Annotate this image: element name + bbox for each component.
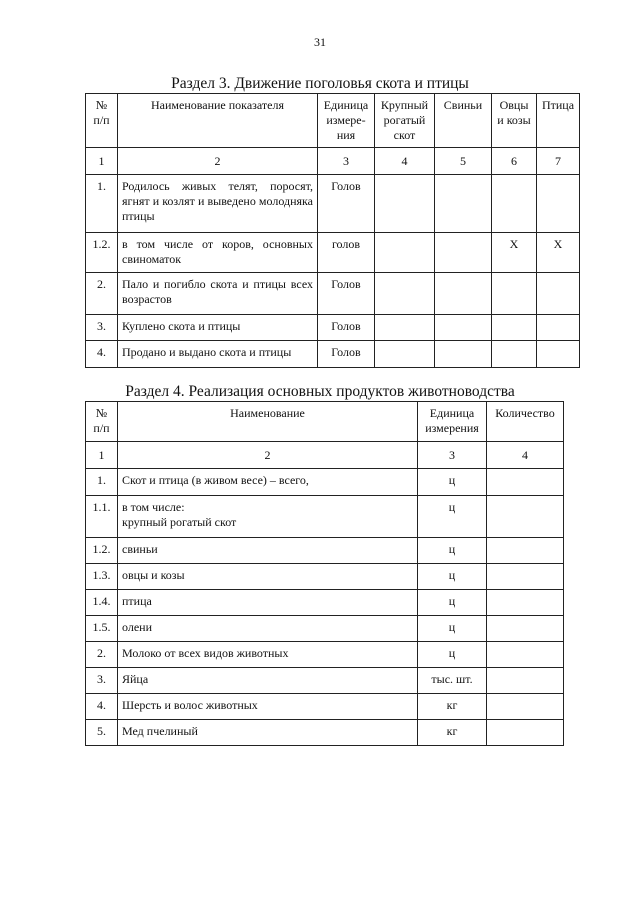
table-row — [86, 642, 564, 668]
row-number: 1.1. — [86, 496, 118, 538]
cell-poultry[interactable] — [537, 273, 580, 315]
row-unit: Голов — [318, 341, 375, 368]
header-indicator-name: Наименование показателя — [118, 94, 318, 148]
header-unit: Единица измерения — [418, 402, 487, 442]
row-number: 4. — [86, 694, 118, 720]
column-number: 2 — [118, 442, 418, 469]
row-unit: Голов — [318, 315, 375, 341]
table-row — [86, 564, 564, 590]
table-row — [86, 341, 580, 368]
row-name: птица — [118, 590, 418, 616]
row-name: Куплено скота и птицы — [118, 315, 318, 341]
row-number: 2. — [86, 273, 118, 315]
row-unit: тыс. шт. — [418, 668, 487, 694]
row-name: Родилось живых телят, поросят, ягнят и козлят и выведено молодняка птицы — [118, 175, 318, 233]
header-unit: Единица измере-ния — [318, 94, 375, 148]
row-name: Яйца — [118, 668, 418, 694]
row-number: 1.2. — [86, 233, 118, 273]
table-row — [86, 233, 580, 273]
row-name-sub: крупный рогатый скот — [122, 515, 237, 529]
column-number-row — [86, 148, 580, 175]
column-number: 4 — [487, 442, 564, 469]
row-name: олени — [118, 616, 418, 642]
row-number: 5. — [86, 720, 118, 746]
row-number: 4. — [86, 341, 118, 368]
cell-pigs[interactable] — [435, 233, 492, 273]
table-header-row — [86, 402, 564, 442]
cell-quantity[interactable] — [487, 720, 564, 746]
table-row — [86, 590, 564, 616]
page-number: 31 — [314, 35, 326, 49]
cell-quantity[interactable] — [487, 694, 564, 720]
header-sheep-goats: Овцы и козы — [492, 94, 537, 148]
header-name: Наименование — [118, 402, 418, 442]
cell-sheep-goats[interactable] — [492, 341, 537, 368]
cell-cattle[interactable] — [375, 273, 435, 315]
product-sales-table — [85, 401, 564, 746]
cell-cattle[interactable] — [375, 233, 435, 273]
cell-poultry: X — [537, 233, 580, 273]
table-row — [86, 175, 580, 233]
column-number-row — [86, 442, 564, 469]
cell-sheep-goats[interactable] — [492, 315, 537, 341]
header-number: № п/п — [86, 94, 118, 148]
section-4-title: Раздел 4. Реализация основных продуктов животноводства — [125, 383, 515, 400]
row-unit: кг — [418, 720, 487, 746]
cell-sheep-goats[interactable] — [492, 273, 537, 315]
column-number: 5 — [435, 148, 492, 175]
row-number: 3. — [86, 668, 118, 694]
column-number: 1 — [86, 148, 118, 175]
table-row — [86, 694, 564, 720]
header-quantity: Количество — [487, 402, 564, 442]
cell-pigs[interactable] — [435, 273, 492, 315]
row-number: 2. — [86, 642, 118, 668]
row-number: 1.5. — [86, 616, 118, 642]
row-name-group — [118, 496, 418, 538]
cell-quantity[interactable] — [487, 590, 564, 616]
row-name: в том числе от коров, основных свиноматок — [118, 233, 318, 273]
cell-sheep-goats[interactable] — [492, 175, 537, 233]
row-number: 1.3. — [86, 564, 118, 590]
column-number: 1 — [86, 442, 118, 469]
header-poultry: Птица — [537, 94, 580, 148]
cell-cattle[interactable] — [375, 175, 435, 233]
table-row — [86, 496, 564, 538]
cell-cattle[interactable] — [375, 315, 435, 341]
section-3-title: Раздел 3. Движение поголовья скота и птицы — [171, 75, 469, 92]
row-name: Шерсть и волос животных — [118, 694, 418, 720]
table-row — [86, 315, 580, 341]
column-number: 3 — [418, 442, 487, 469]
row-number: 1.2. — [86, 538, 118, 564]
row-unit: ц — [418, 496, 487, 538]
row-name: свиньи — [118, 538, 418, 564]
table-row — [86, 720, 564, 746]
row-unit: ц — [418, 538, 487, 564]
column-number: 7 — [537, 148, 580, 175]
livestock-movement-table — [85, 93, 580, 368]
cell-pigs[interactable] — [435, 175, 492, 233]
cell-cattle[interactable] — [375, 341, 435, 368]
row-name: в том числе: — [122, 500, 185, 514]
cell-poultry[interactable] — [537, 341, 580, 368]
row-name: овцы и козы — [118, 564, 418, 590]
row-name: Продано и выдано скота и птицы — [118, 341, 318, 368]
row-name: Молоко от всех видов животных — [118, 642, 418, 668]
cell-quantity[interactable] — [487, 564, 564, 590]
table-row — [86, 668, 564, 694]
column-number: 3 — [318, 148, 375, 175]
row-number: 3. — [86, 315, 118, 341]
row-name: Скот и птица (в живом весе) – всего, — [118, 469, 418, 496]
header-number: № п/п — [86, 402, 118, 442]
cell-poultry[interactable] — [537, 175, 580, 233]
column-number: 4 — [375, 148, 435, 175]
cell-sheep-goats: X — [492, 233, 537, 273]
row-unit: голов — [318, 233, 375, 273]
header-pigs: Свиньи — [435, 94, 492, 148]
row-number: 1.4. — [86, 590, 118, 616]
header-cattle: Крупный рогатый скот — [375, 94, 435, 148]
row-unit: кг — [418, 694, 487, 720]
row-number: 1. — [86, 469, 118, 496]
table-row — [86, 538, 564, 564]
cell-poultry[interactable] — [537, 315, 580, 341]
column-number: 6 — [492, 148, 537, 175]
row-name: Мед пчелиный — [118, 720, 418, 746]
cell-pigs[interactable] — [435, 315, 492, 341]
cell-quantity[interactable] — [487, 538, 564, 564]
cell-quantity[interactable] — [487, 496, 564, 538]
row-number: 1. — [86, 175, 118, 233]
column-number: 2 — [118, 148, 318, 175]
cell-quantity[interactable] — [487, 668, 564, 694]
row-unit: ц — [418, 642, 487, 668]
cell-quantity[interactable] — [487, 469, 564, 496]
table-row — [86, 616, 564, 642]
cell-pigs[interactable] — [435, 341, 492, 368]
row-unit: ц — [418, 616, 487, 642]
row-unit: ц — [418, 590, 487, 616]
row-name: Пало и погибло скота и птицы всех возрастов — [118, 273, 318, 315]
cell-quantity[interactable] — [487, 642, 564, 668]
table-header-row — [86, 94, 580, 148]
row-unit: Голов — [318, 175, 375, 233]
table-row — [86, 273, 580, 315]
table-row — [86, 469, 564, 496]
cell-quantity[interactable] — [487, 616, 564, 642]
row-unit: Голов — [318, 273, 375, 315]
row-unit: ц — [418, 469, 487, 496]
row-unit: ц — [418, 564, 487, 590]
